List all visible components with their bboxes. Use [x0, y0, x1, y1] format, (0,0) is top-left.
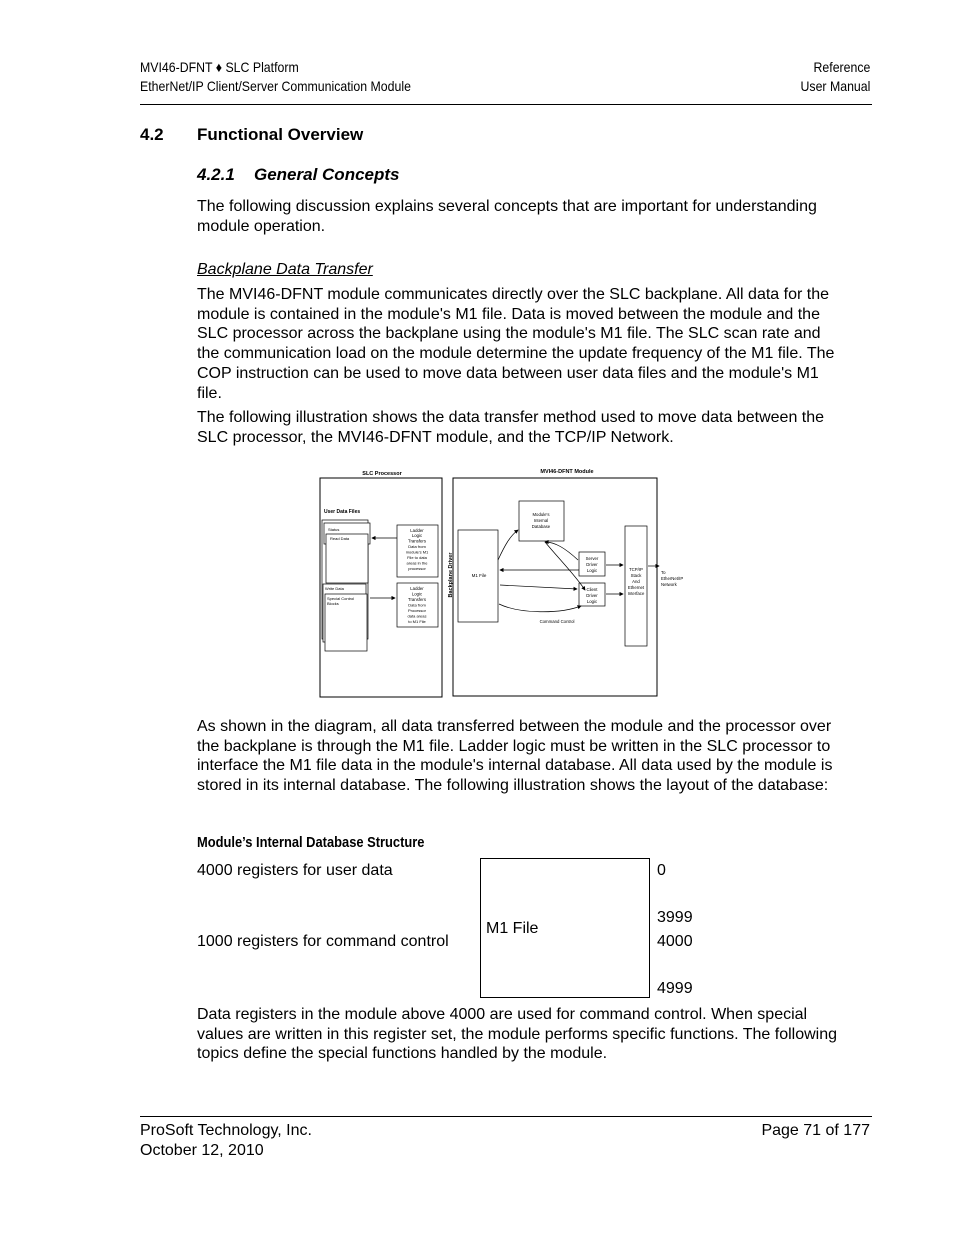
address-4000: 4000 — [657, 933, 693, 950]
server-driver-1: Server — [585, 556, 599, 561]
server-driver-3: Logic — [586, 568, 598, 573]
tcpip-4: Ethernet — [627, 585, 645, 590]
internal-db-3: Database — [531, 524, 551, 529]
header-product: MVI46-DFNT ♦ SLC Platform — [140, 59, 299, 75]
ladder-upper-2: Logic — [411, 533, 423, 538]
special-control-label-1: Special Control — [327, 596, 355, 601]
read-data-file-box — [326, 534, 368, 583]
ladder-lower-2: Logic — [411, 591, 423, 597]
client-driver-2: Driver — [586, 593, 598, 598]
tcpip-5: Interface — [627, 591, 645, 596]
intro-paragraph: The following discussion explains several concepts that are important for understanding module operation. — [197, 198, 817, 235]
header-doc-type: User Manual — [800, 78, 870, 94]
ladder-lower-4: Data from — [408, 602, 426, 608]
backplane-driver-label: Backplane Driver — [448, 552, 454, 598]
server-driver-2: Driver — [586, 562, 598, 567]
header-module-name: EtherNet/IP Client/Server Communication Module — [140, 78, 411, 94]
user-data-label: 4000 registers for user data — [197, 862, 393, 879]
address-4999: 4999 — [657, 980, 693, 997]
ladder-upper-4: Data from — [408, 544, 426, 549]
arrow-m1-to-db — [498, 530, 518, 560]
status-label: Status — [328, 527, 340, 532]
m1-file-label: M1 File — [471, 573, 487, 578]
ladder-upper-6: File to data — [407, 555, 427, 560]
ladder-upper-5: module's M1 — [405, 549, 429, 555]
tcpip-3: And — [632, 579, 640, 584]
page-number: Page 71 of 177 — [761, 1122, 870, 1139]
backplane-subheading: Backplane Data Transfer — [197, 261, 373, 278]
arrow-m1-to-client — [500, 585, 577, 589]
slc-processor-title: SLC Processor — [362, 471, 402, 477]
internal-db-1: Module's — [532, 512, 550, 517]
section-title: Functional Overview — [197, 125, 364, 144]
backplane-paragraph-2: The following illustration shows the data transfer method used to move data between the SLC processor, the MVI46-DFNT module, and the TCP/IP Network. — [197, 409, 825, 446]
tcpip-1: TCP/IP — [629, 567, 643, 572]
arrow-command-control — [499, 604, 581, 612]
module-title: MVI46-DFNT Module — [540, 469, 594, 475]
database-structure-title: Module’s Internal Database Structure — [197, 834, 425, 851]
client-driver-3: Logic — [586, 599, 598, 604]
network-2: EtherNet/IP — [661, 576, 684, 581]
client-driver-1: Client — [586, 587, 598, 592]
ladder-upper-7: areas in the — [406, 560, 428, 566]
subsection-title: General Concepts — [254, 165, 400, 184]
arrow-server-to-db — [545, 542, 578, 560]
ladder-lower-1: Ladder — [410, 586, 424, 591]
footer-date: October 12, 2010 — [140, 1141, 264, 1159]
m1-file-table-label: M1 File — [486, 920, 539, 937]
ladder-lower-6: data areas — [407, 613, 427, 619]
backplane-paragraph-1: The MVI46-DFNT module communicates directly over the SLC backplane. All data for the module is contained in the module's M1 file. Data is moved between the module and the SLC processor across the backplane using the module's M1 file. The SLC scan rate and the communication load on the module determine the update frequency of the M1 file. The COP instruction can be used to move data between user data files and the module's M1 file. — [197, 286, 835, 402]
special-control-label-2: Blocks — [327, 601, 339, 606]
ladder-upper-8: processor — [408, 566, 426, 571]
footer-company: ProSoft Technology, Inc. — [140, 1122, 312, 1139]
ladder-upper-3: Transfers — [408, 538, 426, 544]
network-3: Network — [661, 582, 677, 587]
write-data-label: Write Data — [325, 586, 344, 591]
footer-divider — [140, 1116, 872, 1117]
user-data-files-label: User Data Files — [324, 509, 361, 515]
tcpip-2: Stack — [630, 573, 642, 578]
after-diagram-paragraph: As shown in the diagram, all data transferred between the module and the processor over the backplane is through the M1 file. Ladder logic must be written in the SLC processor to interface the M1 file data in the module's internal database. All data used by the module is stored in its internal database. The following illustration shows the layout of the database: — [197, 718, 833, 795]
command-control-registers-label: 1000 registers for command control — [197, 933, 449, 950]
command-control-paragraph: Data registers in the module above 4000 are used for command control. When special values are written in this register set, the module performs specific functions. The following topics define the special functions handled by the module. — [197, 1006, 837, 1063]
internal-db-2: Internal — [533, 518, 549, 523]
ladder-lower-7: to M1 File — [408, 619, 426, 624]
page-footer-left — [140, 1121, 312, 1160]
address-0: 0 — [657, 862, 666, 879]
address-3999: 3999 — [657, 909, 693, 926]
section-number: 4.2 — [140, 125, 164, 144]
network-1: To — [661, 570, 666, 575]
read-data-label: Read Data — [330, 536, 350, 541]
command-control-label: Command Control — [539, 619, 575, 624]
ladder-lower-3: Transfers — [408, 597, 426, 602]
subsection-number: 4.2.1 — [197, 165, 235, 184]
ladder-upper-1: Ladder — [410, 528, 424, 533]
ladder-lower-5: Processor — [407, 608, 427, 613]
header-section: Reference — [813, 59, 870, 75]
